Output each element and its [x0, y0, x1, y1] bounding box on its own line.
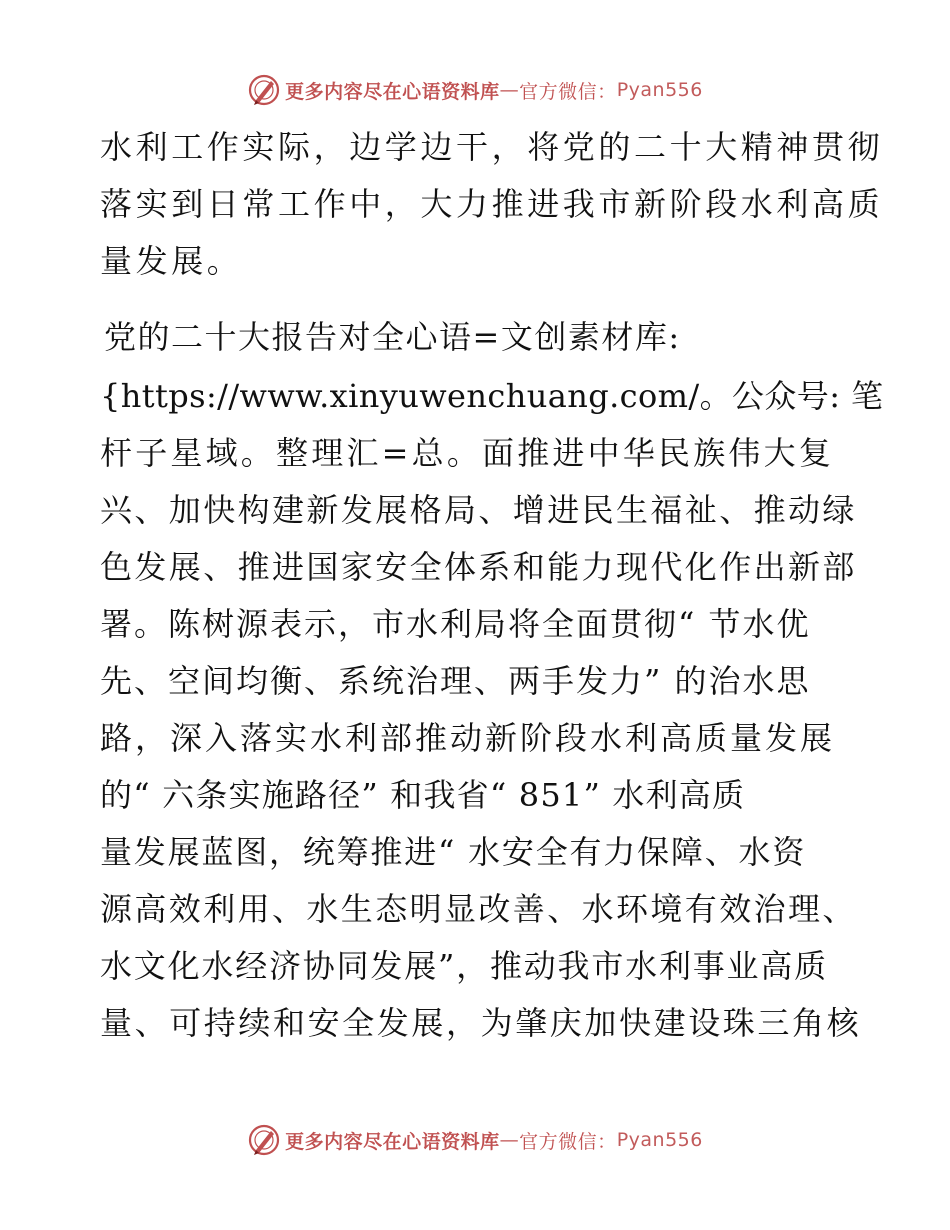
text-line: 水文化水经济协同发展”，推动我市水利事业高质 [100, 947, 828, 985]
text-line: {https://www.xinyuwenchuang.com/。公众号: 笔 [100, 377, 884, 415]
text-line: 色发展、推进国家安全体系和能力现代化作出新部 [100, 548, 857, 586]
text-line: 党的二十大报告对全心语=文创素材库: [104, 318, 681, 356]
text-line: 水利工作实际，边学边干，将党的二十大精神贯彻 [100, 128, 884, 166]
text-line: 路，深入落实水利部推动新阶段水利高质量发展 [100, 719, 836, 757]
text-line: 量发展蓝图，统筹推进“ 水安全有力保障、水资 [100, 833, 807, 871]
watermark-wechat-id: Pyan556 [616, 79, 703, 101]
pen-logo-icon [247, 73, 281, 107]
header-watermark [0, 70, 950, 110]
footer-watermark [0, 1120, 950, 1160]
text-line: 源高效利用、水生态明显改善、水环境有效治理、 [100, 890, 857, 928]
watermark-wechat-id: Pyan556 [616, 1129, 703, 1151]
watermark-label: 官方微信： [519, 1130, 617, 1153]
text-line: 先、空间均衡、系统治理、两手发力” 的治水思 [100, 662, 811, 700]
text-line: 的“ 六条实施路径” 和我省“ 851” 水利高质 [100, 776, 746, 814]
watermark-title: 更多内容尽在心语资料库 [285, 80, 500, 103]
watermark-title: 更多内容尽在心语资料库 [285, 1130, 500, 1153]
watermark-label: 官方微信： [519, 80, 617, 103]
text-line: 落实到日常工作中，大力推进我市新阶段水利高质 [100, 185, 884, 223]
watermark-separator: — [499, 1129, 520, 1151]
text-line: 量、可持续和安全发展，为肇庆加快建设珠三角核 [100, 1004, 862, 1042]
watermark-separator: — [499, 79, 520, 101]
text-line: 兴、加快构建新发展格局、增进民生福祉、推动绿 [100, 491, 857, 529]
text-line: 杆子星域。整理汇=总。面推进中华民族伟大复 [100, 434, 835, 472]
text-line: 量发展。 [100, 242, 243, 280]
text-line: 署。陈树源表示，市水利局将全面贯彻“ 节水优 [100, 605, 811, 643]
pen-logo-icon [247, 1123, 281, 1157]
